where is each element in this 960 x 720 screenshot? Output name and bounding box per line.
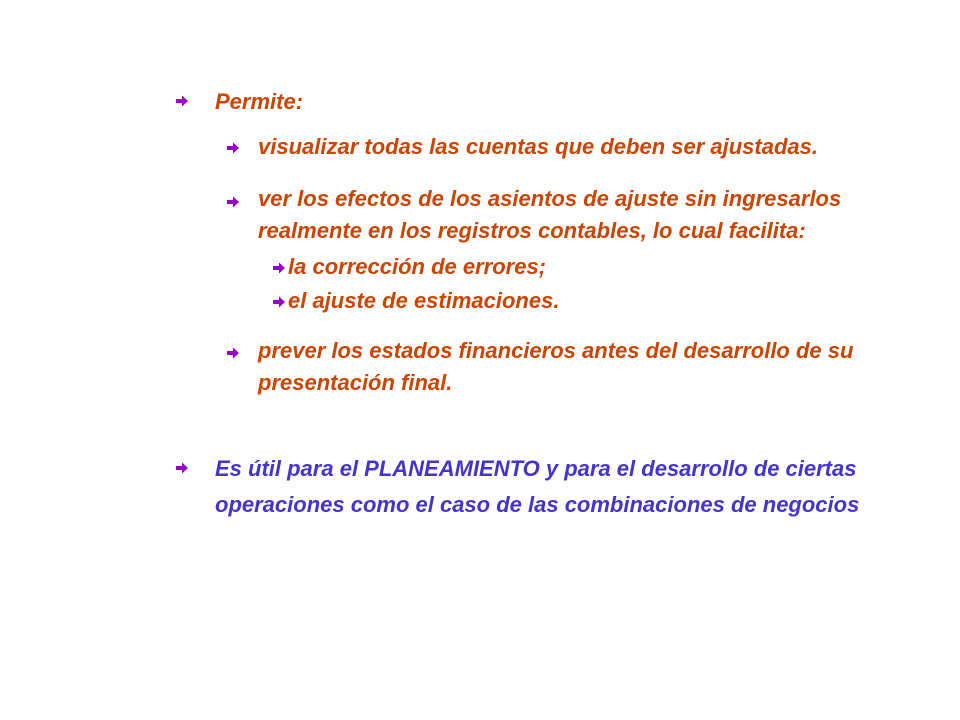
util-line-2: operaciones como el caso de las combinaciones de negocios (215, 492, 860, 517)
item-visualizar: visualizar todas las cuentas que deben ser ajustadas. (258, 134, 819, 159)
item-ver-efectos (258, 183, 841, 247)
subitem-ajuste: el ajuste de estimaciones. (288, 288, 560, 313)
arrow-right-icon (226, 141, 240, 155)
subitem-correccion: la corrección de errores; (288, 254, 547, 279)
permite-label: Permite: (215, 89, 304, 114)
arrow-right-icon (226, 195, 240, 209)
arrow-right-icon (175, 94, 189, 108)
arrow-right-icon (272, 261, 286, 275)
item-prever-line-2: presentación final. (258, 369, 453, 395)
util-paragraph (215, 451, 859, 523)
arrow-right-icon (226, 346, 240, 360)
item-ver-efectos-line-2: realmente en los registros contables, lo cual facilita: (258, 217, 806, 243)
item-prever-line-1: prever los estados financieros antes del desarrollo de su (258, 338, 854, 363)
item-ver-efectos-line-1: ver los efectos de los asientos de ajuste sin ingresarlos (258, 186, 842, 211)
util-line-1: Es útil para el PLANEAMIENTO y para el desarrollo de ciertas (215, 456, 857, 481)
arrow-right-icon (272, 295, 286, 309)
arrow-right-icon (175, 461, 189, 475)
item-prever (258, 335, 853, 399)
